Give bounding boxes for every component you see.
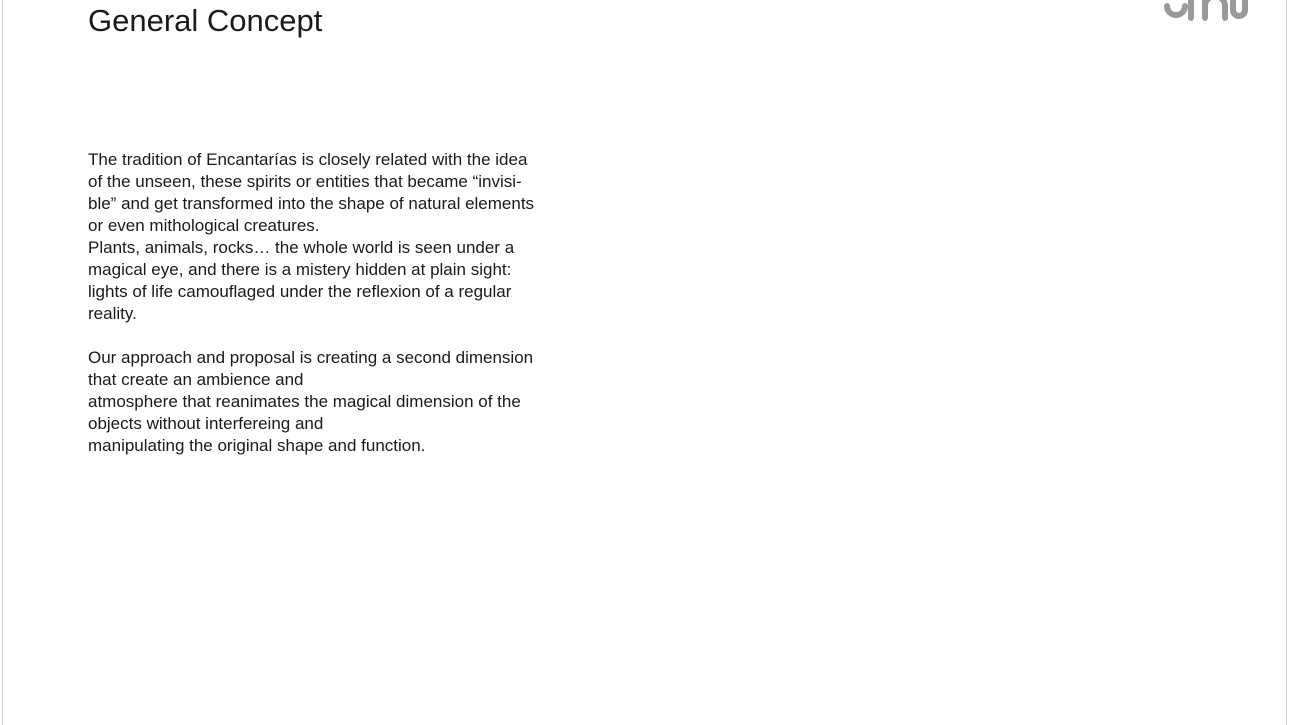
text-line: The tradition of Encantarías is closely related with the idea [88, 150, 528, 169]
text-line: ble” and get transformed into the shape of natural elements [88, 194, 535, 213]
text-line: lights of life camouflaged under the reflexion of a regular [88, 282, 512, 301]
text-line: of the unseen, these spirits or entities that became “invisi- [88, 172, 522, 191]
page-title: General Concept [88, 3, 323, 38]
paragraph-tradition [88, 149, 578, 237]
text-line: manipulating the original shape and function. [88, 436, 426, 455]
paragraph-magical-eye [88, 237, 578, 325]
text-line: that create an ambience and [88, 370, 304, 389]
concept-body [88, 149, 578, 457]
slide-page [2, 0, 1287, 725]
text-line: or even mithological creatures. [88, 216, 320, 235]
text-line: Our approach and proposal is creating a second dimension [88, 348, 534, 367]
text-line: atmosphere that reanimates the magical dimension of the [88, 392, 521, 411]
brand-logo [1161, 0, 1251, 24]
paragraph-approach [88, 347, 578, 457]
text-line: reality. [88, 304, 137, 323]
text-line: magical eye, and there is a mistery hidden at plain sight: [88, 260, 512, 279]
paragraph-spacer [88, 325, 578, 347]
text-line: Plants, animals, rocks… the whole world is seen under a [88, 238, 515, 257]
text-line: objects without interfereing and [88, 414, 324, 433]
